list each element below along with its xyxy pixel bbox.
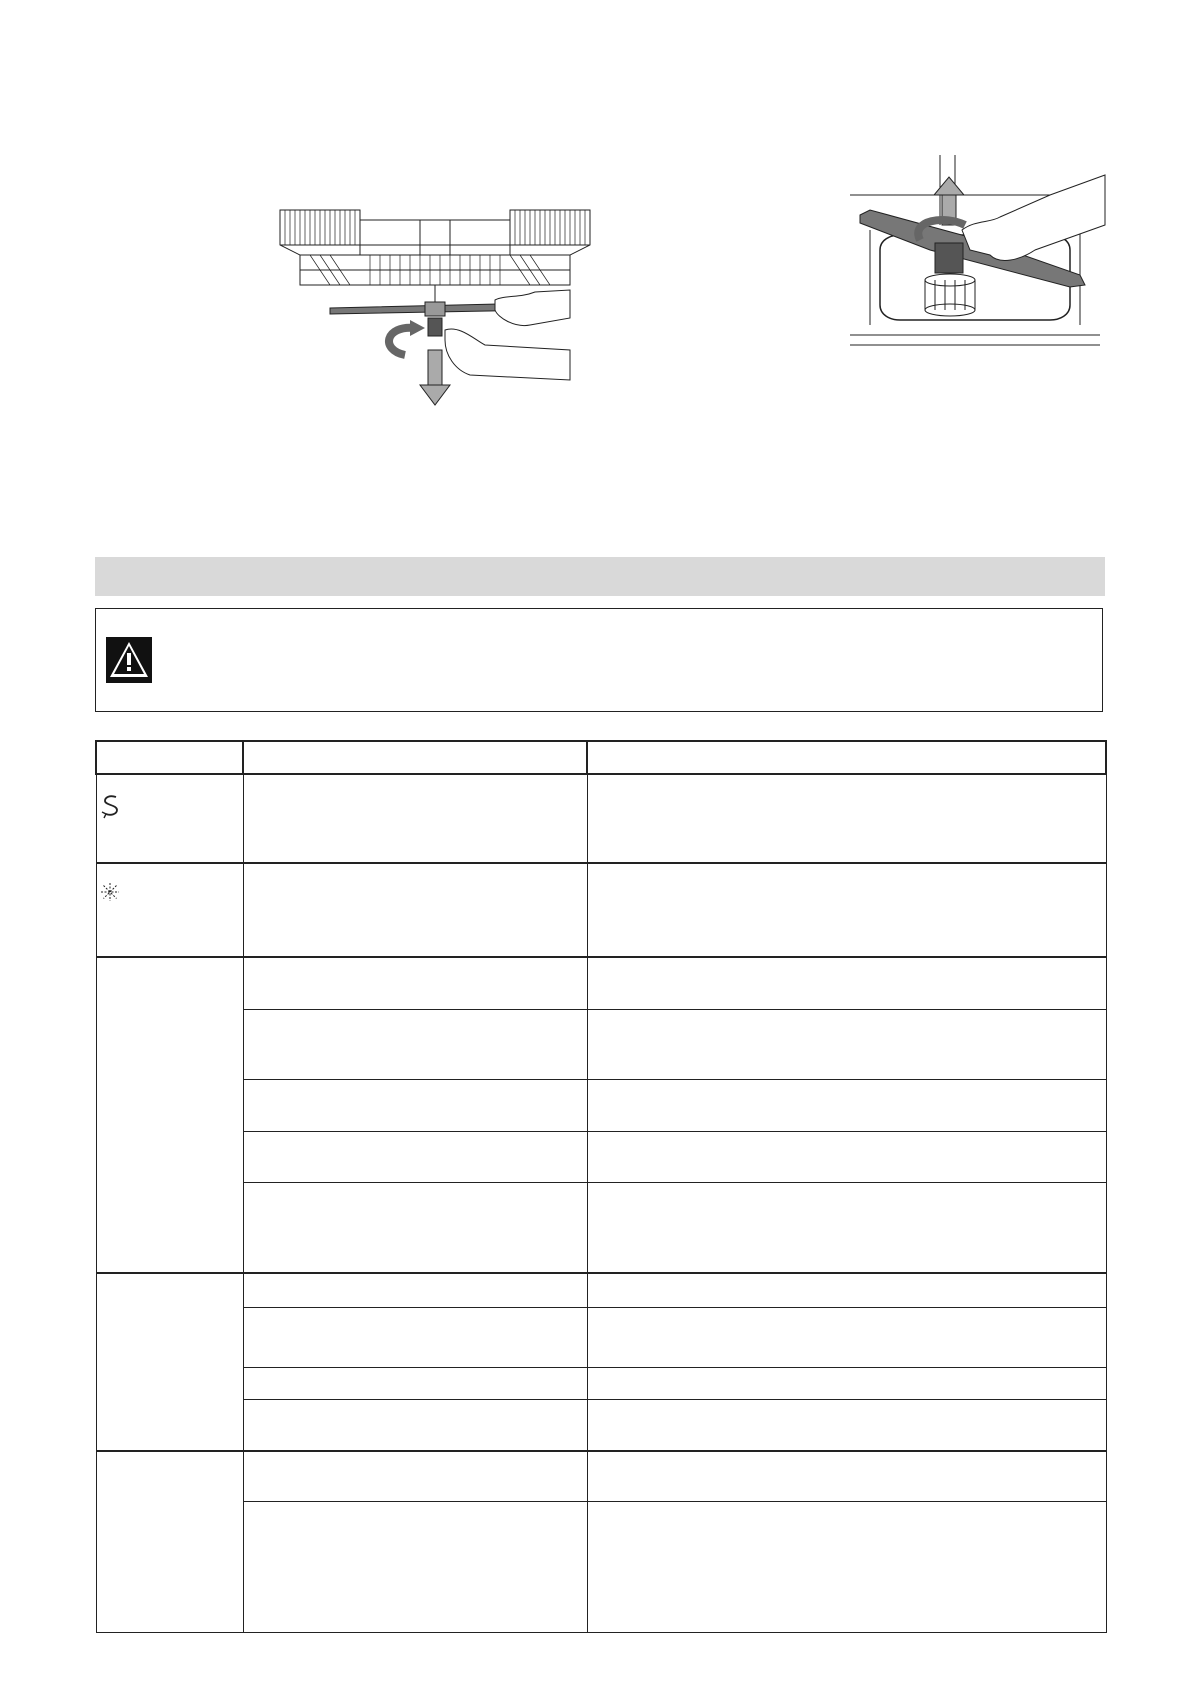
lower-spray-arm-illustration [850, 155, 1110, 360]
upper-spray-arm-illustration [270, 200, 600, 420]
solution-cell [587, 1131, 1106, 1182]
header-cell-solution [587, 741, 1106, 774]
cause-cell [243, 1307, 587, 1367]
cause-cell [243, 1079, 587, 1131]
table-row [96, 1501, 1106, 1632]
solution-cell [587, 1079, 1106, 1131]
table-row [96, 957, 1106, 1009]
warning-triangle-icon [106, 637, 152, 683]
troubleshooting-table [95, 740, 1107, 1633]
solution-cell [587, 774, 1106, 863]
cause-cell [243, 1273, 587, 1307]
table-row [96, 1451, 1106, 1501]
cause-cell [243, 1009, 587, 1079]
solution-cell [587, 957, 1106, 1009]
solution-cell [587, 1399, 1106, 1451]
cause-cell [243, 1501, 587, 1632]
solution-cell [587, 1367, 1106, 1399]
salt-indicator-icon [100, 793, 122, 822]
cause-cell [243, 1399, 587, 1451]
table-row [96, 1079, 1106, 1131]
solution-cell [587, 1182, 1106, 1273]
cause-cell [243, 1367, 587, 1399]
problem-cell-rinse-aid [96, 863, 243, 957]
cause-cell [243, 1182, 587, 1273]
cause-cell [243, 774, 587, 863]
table-row [96, 1182, 1106, 1273]
solution-cell [587, 1273, 1106, 1307]
table-row [96, 1367, 1106, 1399]
solution-cell [587, 1501, 1106, 1632]
table-row [96, 774, 1106, 863]
problem-cell-salt [96, 774, 243, 863]
solution-cell [587, 1451, 1106, 1501]
solution-cell [587, 863, 1106, 957]
problem-cell [96, 1273, 243, 1451]
table-header-row [96, 741, 1106, 774]
rinse-aid-indicator-icon [100, 882, 120, 905]
table-row [96, 1273, 1106, 1307]
cause-cell [243, 1131, 587, 1182]
header-cell-problem [96, 741, 243, 774]
cause-cell [243, 863, 587, 957]
table-row [96, 863, 1106, 957]
warning-box [95, 608, 1103, 712]
section-heading-bar [95, 557, 1105, 596]
table-row [96, 1131, 1106, 1182]
cause-cell [243, 1451, 587, 1501]
table-row [96, 1307, 1106, 1367]
solution-cell [587, 1307, 1106, 1367]
problem-cell [96, 1451, 243, 1632]
header-cell-cause [243, 741, 587, 774]
table-row [96, 1399, 1106, 1451]
cause-cell [243, 957, 587, 1009]
problem-cell [96, 957, 243, 1273]
solution-cell [587, 1009, 1106, 1079]
table-row [96, 1009, 1106, 1079]
